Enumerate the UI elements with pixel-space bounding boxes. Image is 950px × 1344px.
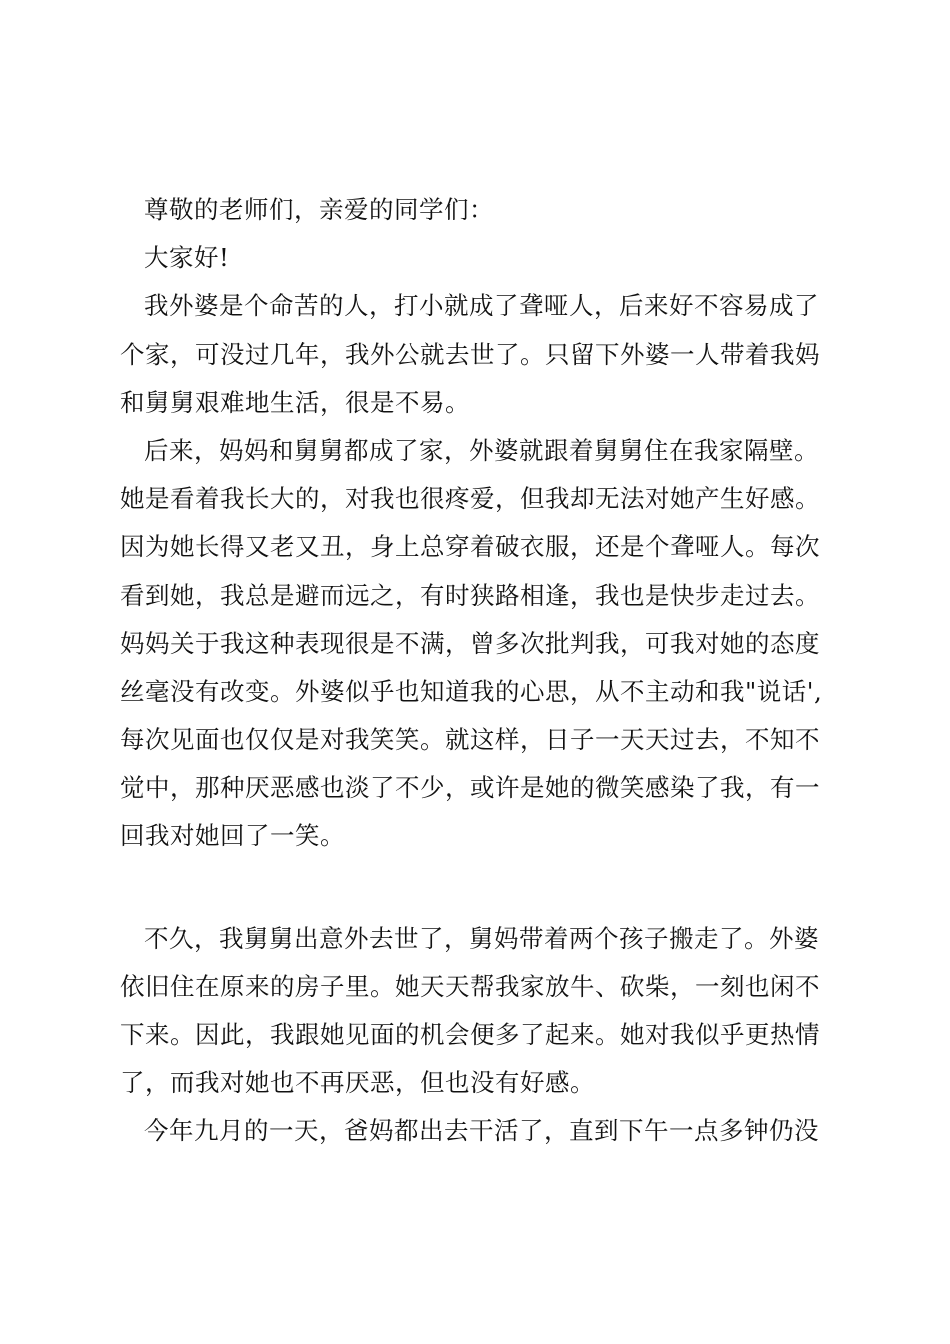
paragraph-2-line: 觉中，那种厌恶感也淡了不少，或许是她的微笑感染了我，有一 [120, 773, 820, 803]
paragraph-1-line: 个家，可没过几年，我外公就去世了。只留下外婆一人带着我妈 [120, 339, 820, 369]
paragraph-2-line: 每次见面也仅仅是对我笑笑。就这样，日子一天天过去，不知不 [120, 725, 820, 755]
paragraph-4-line: 今年九月的一天，爸妈都出去干活了，直到下午一点多钟仍没 [144, 1116, 819, 1146]
paragraph-2-line: 她是看着我长大的，对我也很疼爱，但我却无法对她产生好感。 [120, 484, 820, 514]
paragraph-1-line: 和舅舅艰难地生活，很是不易。 [120, 387, 470, 417]
paragraph-3-line: 下来。因此，我跟她见面的机会便多了起来。她对我似乎更热情 [120, 1020, 820, 1049]
paragraph-1-line: 我外婆是个命苦的人，打小就成了聋哑人，后来好不容易成了 [144, 291, 819, 321]
paragraph-gap [120, 861, 840, 915]
paragraph-2-line: 因为她长得又老又丑，身上总穿着破衣服，还是个聋哑人。每次 [120, 532, 820, 562]
paragraph-2-line: 看到她，我总是避而远之，有时狭路相逢，我也是快步走过去。 [120, 580, 820, 610]
greeting-line: 大家好! [144, 243, 230, 273]
salutation-line: 尊敬的老师们，亲爱的同学们： [144, 195, 494, 224]
paragraph-2-line: 丝毫没有改变。外婆似乎也知道我的心思，从不主动和我"说话', [120, 676, 823, 706]
paragraph-2-line: 妈妈关于我这种表现很是不满，曾多次批判我，可我对她的态度 [120, 628, 820, 658]
paragraph-2-line: 后来，妈妈和舅舅都成了家，外婆就跟着舅舅住在我家隔壁。 [144, 435, 819, 465]
speech-text [120, 186, 840, 1156]
paragraph-3-line: 依旧住在原来的房子里。她天天帮我家放牛、砍柴，一刻也闲不 [120, 971, 820, 1001]
paragraph-3-line: 不久，我舅舅出意外去世了，舅妈带着两个孩子搬走了。外婆 [144, 923, 819, 953]
paragraph-3-line: 了，而我对她也不再厌恶，但也没有好感。 [120, 1068, 595, 1098]
paragraph-2-line: 回我对她回了一笑。 [120, 821, 345, 851]
